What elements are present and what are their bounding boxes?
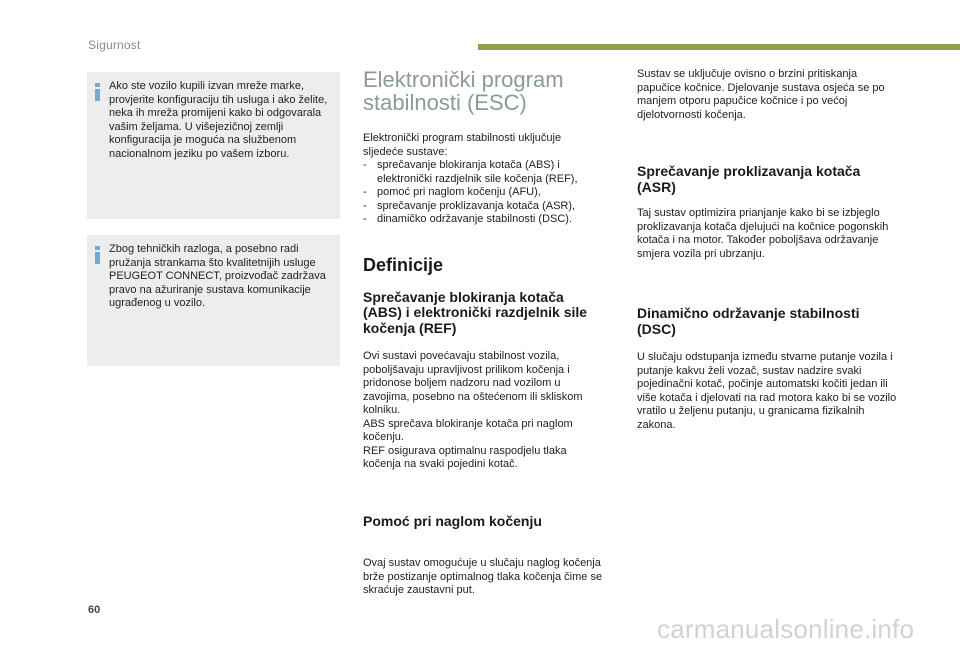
esc-intro: Elektronički program stabilnosti uključuje sljedeće sustave:: [363, 132, 562, 158]
list-item: - dinamičko održavanje stabilnosti (DSC).: [363, 213, 603, 227]
info-icon: [94, 246, 101, 264]
info-box-network: [87, 72, 340, 219]
definitions-heading: Definicije: [363, 254, 444, 275]
info-icon: [94, 83, 101, 101]
afu-heading: Pomoć pri naglom kočenju: [363, 512, 542, 529]
abs-paragraph: ABS sprečava blokiranje kotača pri naglom kočenju.: [363, 417, 573, 443]
watermark: carmanualsonline.info: [657, 614, 915, 644]
dsc-paragraph: U slučaju odstupanja između stvarne putanje vozila i putanje kakvu želi vozač, sustav nadzire svaki pojedinačni kotač, počinje automatski kočiti jedan ili više kotača i djelovati na rad motora kako bi se vozilo vratilo u željenu putanju, u granicama fizikalnih zakona.: [637, 351, 897, 431]
info-box-technical: [87, 235, 340, 366]
asr-paragraph: Taj sustav optimizira prianjanje kako bi se izbjeglo proklizavanja kotača djelujući na kočnice pogonskih kotača i na motor. Također poboljšava održavanje smjera vozila pri ubrzanju.: [637, 207, 889, 260]
section-label: Sigurnost: [88, 38, 141, 52]
column-asr-dsc: [637, 68, 897, 432]
info-text: Ako ste vozilo kupili izvan mreže marke, provjerite konfiguraciju tih usluga i ako želite, neka ih mreža promijeni kako bi odgovarala vašim željama. U višejezičnoj zemlji konfiguracija je moguća na službenom nacionalnom jeziku po vašem izboru.: [109, 80, 328, 160]
afu-continued-paragraph: Sustav se uključuje ovisno o brzini pritiskanja papučice kočnice. Djelovanje sustava osjeća se po manjem otporu papučice kočnice i po većoj djelotvornosti kočenja.: [637, 68, 885, 121]
header-accent-bar: [478, 44, 960, 50]
column-esc: [363, 68, 603, 598]
abs-paragraph: Ovi sustavi povećavaju stabilnost vozila, poboljšavaju upravljivost prilikom kočenja i pridonose boljem nadzoru nad vozilom u zavojima, posebno na oštećenom ili skliskom kolniku.: [363, 350, 583, 416]
info-text: Zbog tehničkih razloga, a posebno radi pružanja strankama što kvalitetnijih usluge PEUGEOT CONNECT, proizvođač zadržava pravo na ažuriranje sustava komunikacije ugrađenog u vozilo.: [109, 243, 326, 309]
abs-paragraph: REF osigurava optimalnu raspodjelu tlaka kočenja na svaki pojedini kotač.: [363, 444, 567, 470]
afu-paragraph: Ovaj sustav omogućuje u slučaju naglog kočenja brže postizanje optimalnog tlaka kočenja čime se skraćuje zaustavni put.: [363, 557, 603, 596]
page-title: Elektronički program stabilnosti (ESC): [363, 67, 564, 115]
list-item: - pomoć pri naglom kočenju (AFU),: [363, 186, 603, 200]
abs-heading: Sprečavanje blokiranja kotača (ABS) i elektronički razdjelnik sile kočenja (REF): [363, 288, 588, 336]
asr-heading: Sprečavanje proklizavanja kotača (ASR): [637, 163, 861, 195]
list-item: - sprečavanje blokiranja kotača (ABS) i elektronički razdjelnik sile kočenja (REF),: [363, 159, 603, 186]
esc-list: [363, 159, 603, 227]
dsc-heading: Dinamično održavanje stabilnosti (DSC): [637, 305, 860, 337]
list-item: - sprečavanje proklizavanja kotača (ASR),: [363, 200, 603, 214]
page-number: 60: [88, 604, 101, 616]
